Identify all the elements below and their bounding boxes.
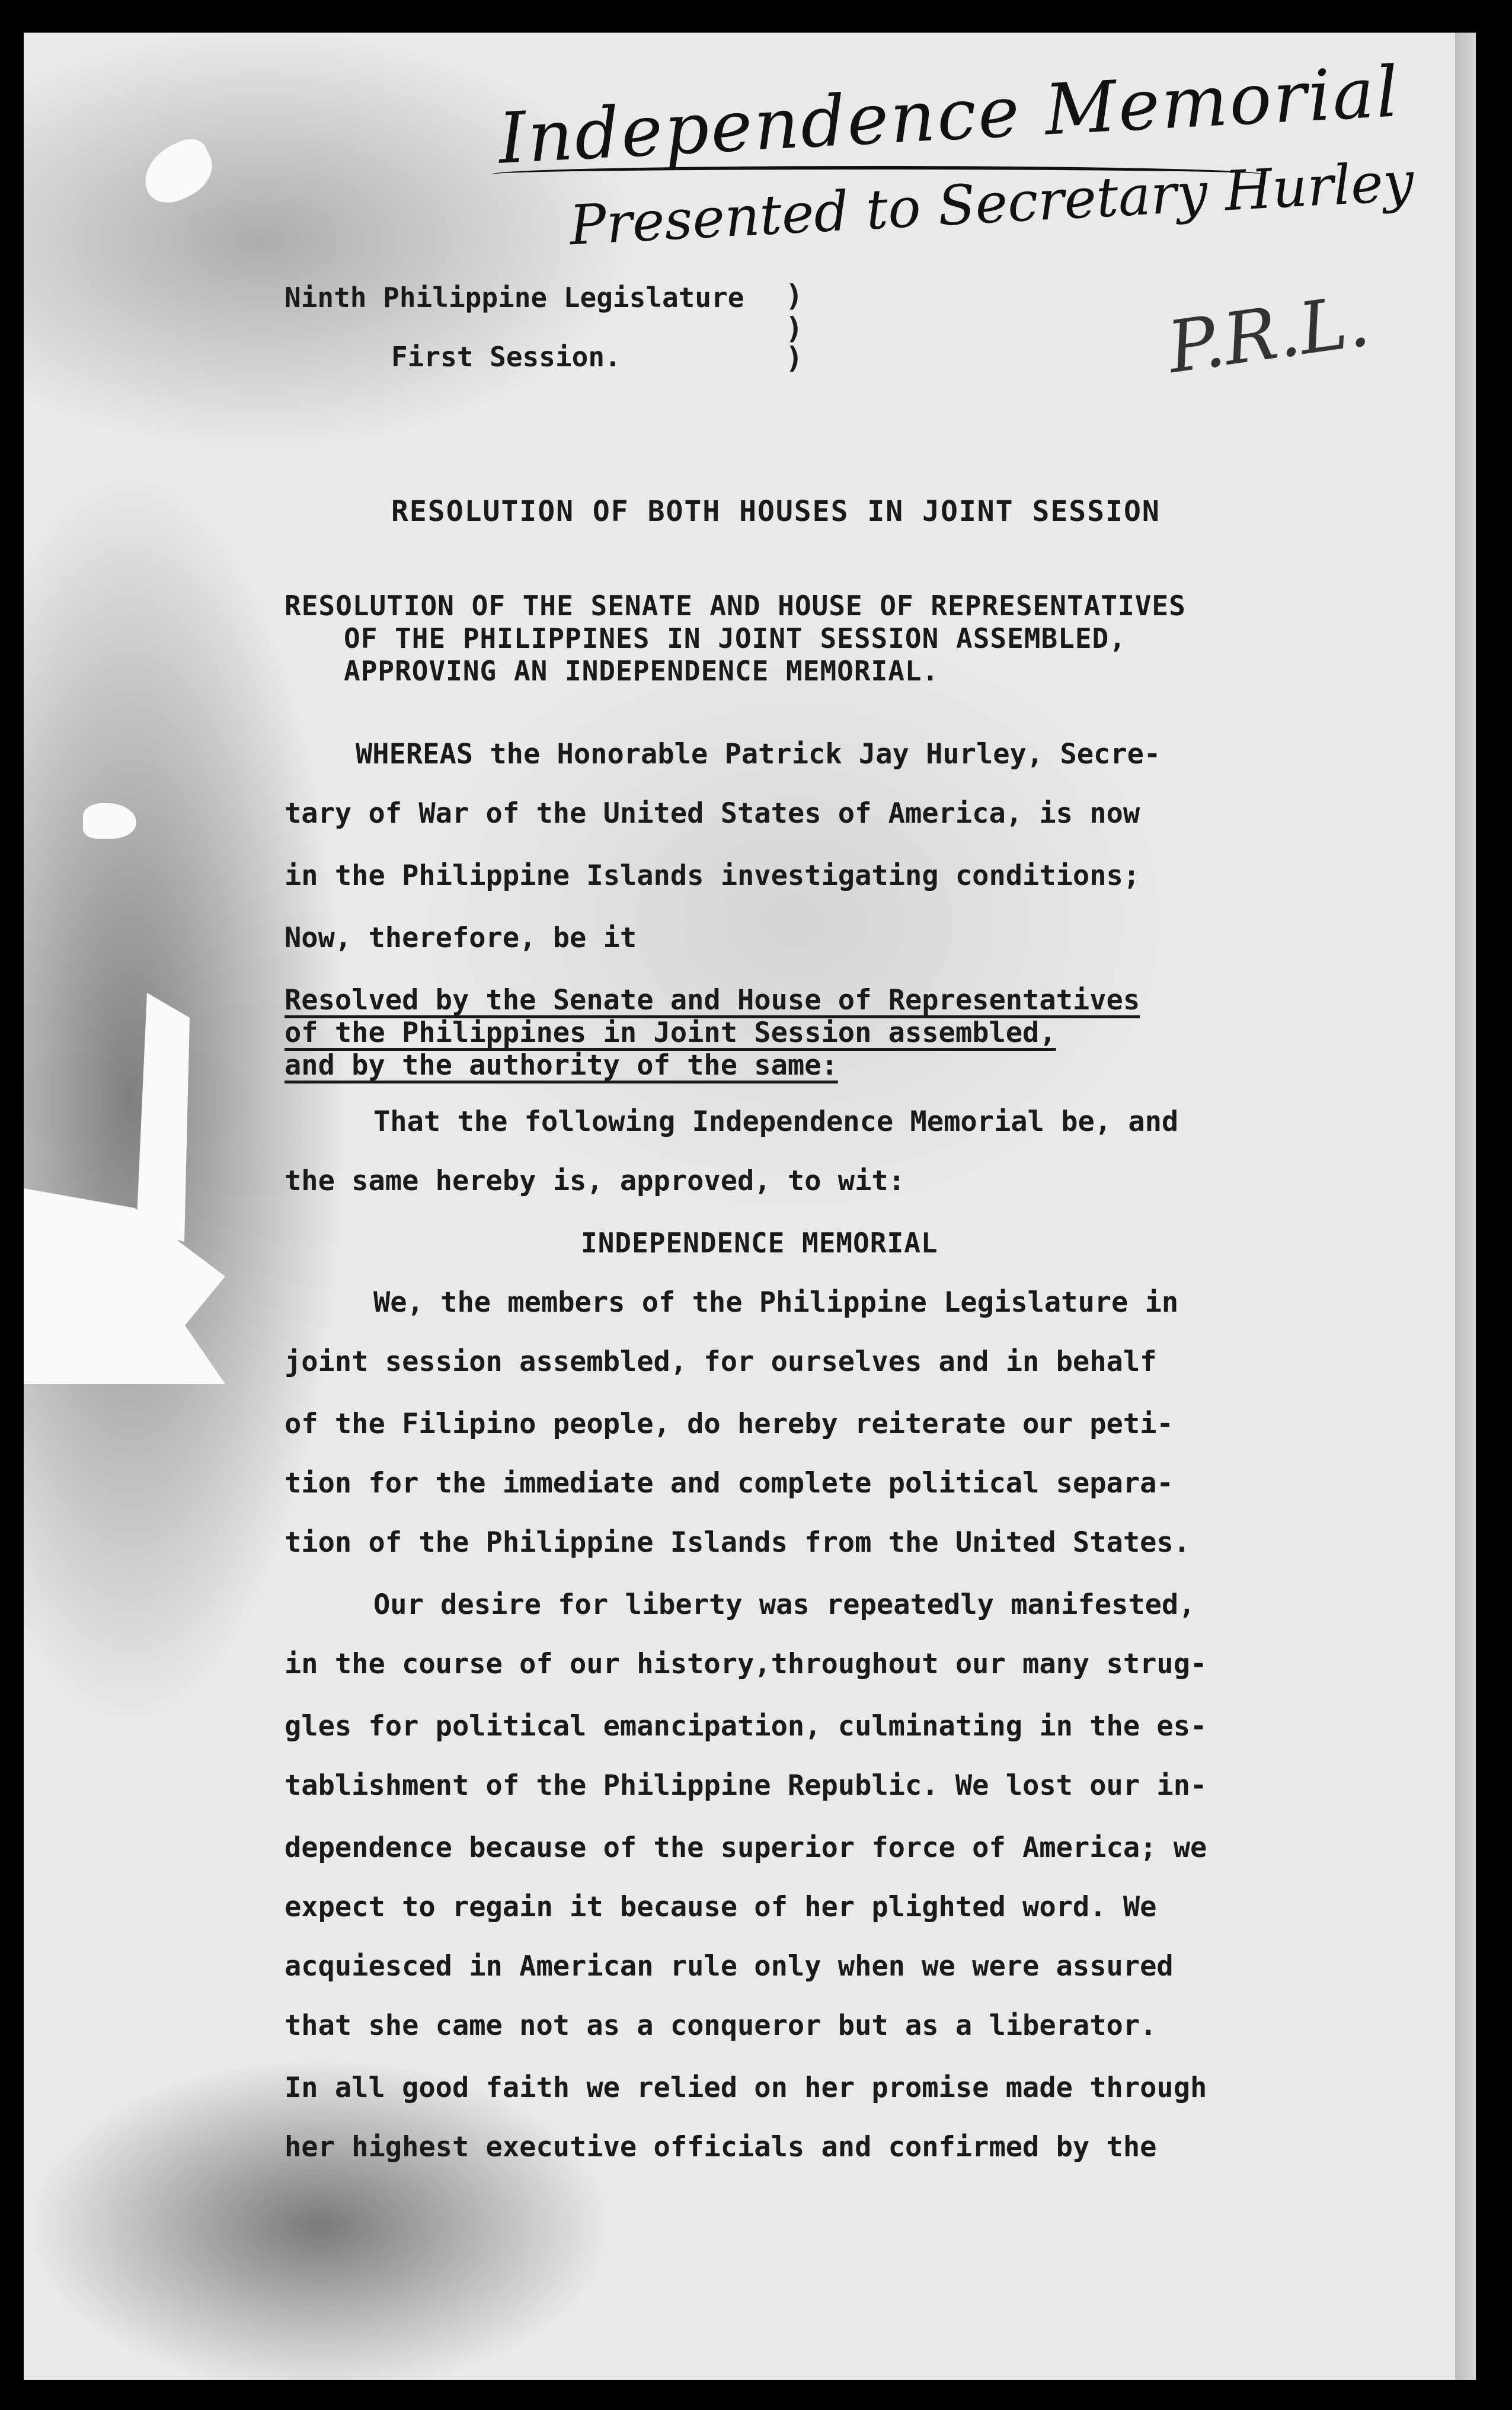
paper-tear	[135, 133, 222, 211]
body-line: joint session assembled, for ourselves and in behalf	[285, 1345, 1157, 1378]
handwritten-title: Independence Memorial	[496, 50, 1402, 180]
body-line: that she came not as a conqueror but as a liberator.	[285, 2009, 1157, 2042]
handwritten-initials: P.R.L.	[1162, 279, 1374, 390]
legislature-label: Ninth Philippine Legislature	[285, 282, 744, 314]
resolution-title-line: RESOLUTION OF THE SENATE AND HOUSE OF REPRESENTATIVES	[285, 590, 1186, 622]
resolution-title-line: APPROVING AN INDEPENDENCE MEMORIAL.	[344, 655, 939, 687]
bracket: )	[785, 279, 804, 313]
paper-tear	[24, 1188, 225, 1384]
document-heading: RESOLUTION OF BOTH HOUSES IN JOINT SESSION	[391, 495, 1161, 528]
session-label: First Session.	[391, 341, 621, 373]
body-line: tion for the immediate and complete political separa-	[285, 1467, 1174, 1500]
resolved-line: and by the authority of the same:	[285, 1049, 838, 1082]
body-line: in the course of our history,throughout our many strug-	[285, 1648, 1207, 1680]
body-line: In all good faith we relied on her promise made through	[285, 2072, 1207, 2104]
body-line: WHEREAS the Honorable Patrick Jay Hurley, Secre-	[356, 738, 1161, 771]
body-line: dependence because of the superior force of America; we	[285, 1832, 1207, 1864]
body-line: We, the members of the Philippine Legislature in	[373, 1286, 1179, 1319]
body-line: gles for political emancipation, culminating in the es-	[285, 1710, 1207, 1743]
resolved-line: Resolved by the Senate and House of Representatives	[285, 984, 1140, 1017]
body-line: of the Filipino people, do hereby reiterate our peti-	[285, 1408, 1174, 1440]
handwritten-subtitle: Presented to Secretary Hurley	[568, 149, 1415, 258]
body-line: her highest executive officials and confirmed by the	[285, 2131, 1157, 2163]
paper-tear	[136, 993, 190, 1242]
resolution-title-line: OF THE PHILIPPINES IN JOINT SESSION ASSEMBLED,	[344, 622, 1126, 654]
body-line: Our desire for liberty was repeatedly manifested,	[373, 1588, 1195, 1621]
memorial-heading: INDEPENDENCE MEMORIAL	[581, 1227, 938, 1259]
body-line: tion of the Philippine Islands from the United States.	[285, 1526, 1191, 1559]
paper-tear	[83, 803, 136, 839]
body-line: Now, therefore, be it	[285, 922, 637, 954]
bracket: )	[785, 311, 804, 346]
body-line: That the following Independence Memorial be, and	[373, 1105, 1179, 1138]
resolved-line: of the Philippines in Joint Session assembled,	[285, 1017, 1056, 1049]
body-line: acquiesced in American rule only when we were assured	[285, 1950, 1174, 1983]
body-line: tablishment of the Philippine Republic. We lost our in-	[285, 1769, 1207, 1802]
body-line: in the Philippine Islands investigating conditions;	[285, 859, 1140, 892]
body-line: expect to regain it because of her plighted word. We	[285, 1891, 1157, 1923]
bracket: )	[785, 341, 804, 375]
body-line: the same hereby is, approved, to wit:	[285, 1165, 905, 1197]
body-line: tary of War of the United States of America, is now	[285, 797, 1140, 830]
document-page	[24, 33, 1476, 2380]
page-edge	[1455, 33, 1476, 2380]
